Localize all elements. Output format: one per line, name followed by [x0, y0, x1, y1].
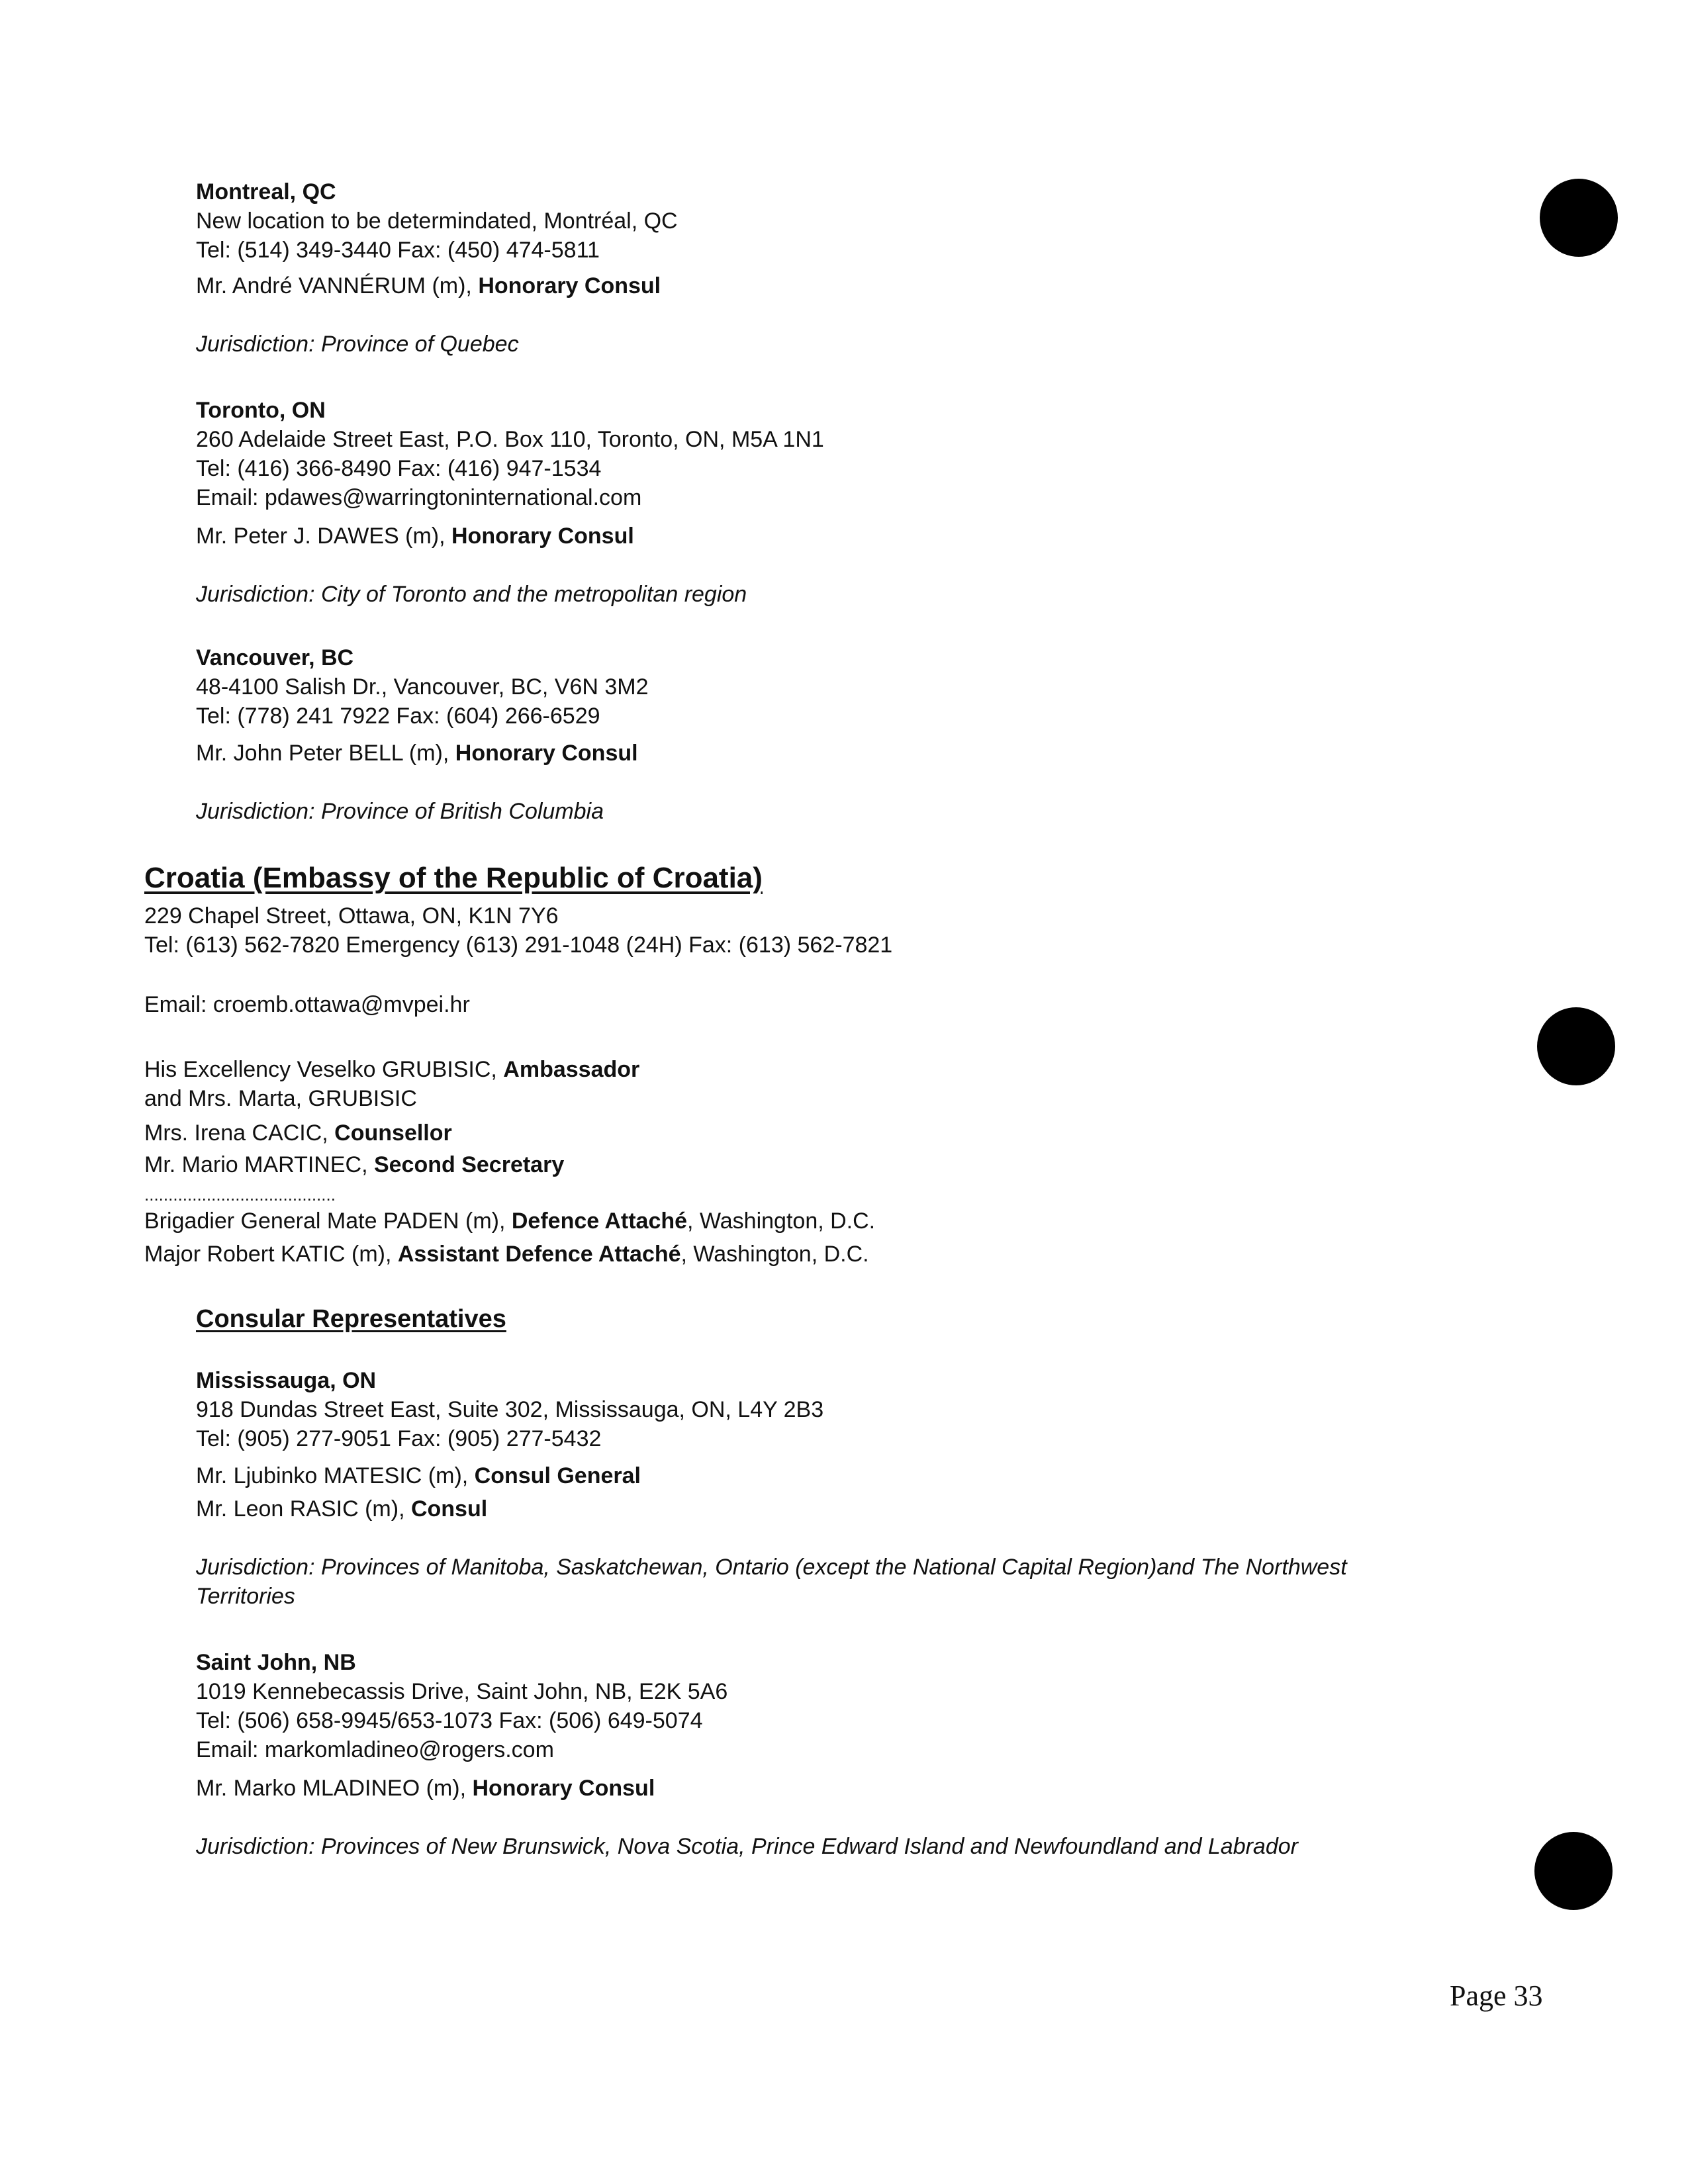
person-name: Mr. John Peter BELL (m), — [196, 741, 455, 766]
vancouver-phone: Tel: (778) 241 7922 Fax: (604) 266-6529 — [196, 704, 600, 729]
attache-assistant — [144, 1238, 875, 1271]
croatia-attaches — [144, 1185, 875, 1271]
vancouver-jurisdiction: Jurisdiction: Province of British Columbia — [196, 799, 604, 824]
punch-hole-middle — [1537, 1007, 1615, 1085]
person-title: Honorary Consul — [478, 273, 661, 298]
page-number: Page 33 — [1450, 1979, 1543, 2012]
montreal-person — [196, 271, 678, 300]
attache-name: Brigadier General Mate PADEN (m), — [144, 1208, 512, 1234]
saint-john-person — [196, 1774, 1298, 1803]
dotted-separator: ........................................ — [144, 1185, 336, 1205]
staff-name: His Excellency Veselko GRUBISIC, — [144, 1057, 504, 1082]
person-name: Mr. Peter J. DAWES (m), — [196, 523, 451, 549]
montreal-entry — [196, 177, 678, 359]
saint-john-heading: Saint John, NB — [196, 1650, 356, 1675]
saint-john-entry — [196, 1648, 1298, 1861]
croatia-embassy-info — [144, 901, 892, 1019]
staff-name: Mr. Mario MARTINEC, — [144, 1152, 374, 1177]
person-title: Honorary Consul — [472, 1776, 655, 1801]
croatia-section-title: Croatia (Embassy of the Republic of Croatia) — [144, 862, 763, 894]
toronto-person — [196, 522, 824, 551]
montreal-phone: Tel: (514) 349-3440 Fax: (450) 474-5811 — [196, 238, 600, 263]
staff-ambassador — [144, 1054, 639, 1085]
mississauga-entry — [196, 1366, 1347, 1611]
staff-name: and Mrs. Marta, GRUBISIC — [144, 1086, 417, 1111]
person-title: Consul — [410, 1496, 488, 1522]
staff-second-secretary — [144, 1149, 639, 1181]
toronto-email: Email: pdawes@warringtoninternational.com — [196, 485, 642, 510]
vancouver-entry — [196, 643, 649, 826]
toronto-address: 260 Adelaide Street East, P.O. Box 110, Toronto, ON, M5A 1N1 — [196, 427, 824, 452]
croatia-email: Email: croemb.ottawa@mvpei.hr — [144, 992, 470, 1017]
croatia-staff-list — [144, 1054, 639, 1181]
saint-john-address: 1019 Kennebecassis Drive, Saint John, NB, E2K 5A6 — [196, 1679, 728, 1704]
staff-counsellor — [144, 1117, 639, 1149]
saint-john-email: Email: markomladineo@rogers.com — [196, 1737, 554, 1762]
mississauga-phone: Tel: (905) 277-9051 Fax: (905) 277-5432 — [196, 1426, 602, 1451]
vancouver-address: 48-4100 Salish Dr., Vancouver, BC, V6N 3M2 — [196, 674, 649, 700]
attache-suffix: , Washington, D.C. — [687, 1208, 876, 1234]
mississauga-address: 918 Dundas Street East, Suite 302, Mississauga, ON, L4Y 2B3 — [196, 1397, 824, 1422]
croatia-address: 229 Chapel Street, Ottawa, ON, K1N 7Y6 — [144, 903, 559, 929]
person-name: Mr. André VANNÉRUM (m), — [196, 273, 479, 298]
punch-hole-top — [1540, 179, 1618, 257]
attache-title: Defence Attaché — [511, 1208, 688, 1234]
person-name: Mr. Ljubinko MATESIC (m), — [196, 1463, 475, 1488]
saint-john-phone: Tel: (506) 658-9945/653-1073 Fax: (506) 649-5074 — [196, 1708, 703, 1733]
staff-spouse — [144, 1083, 639, 1115]
mississauga-heading: Mississauga, ON — [196, 1368, 377, 1393]
mississauga-jurisdiction-cont: Territories — [196, 1584, 295, 1609]
person-title: Honorary Consul — [455, 741, 638, 766]
toronto-heading: Toronto, ON — [196, 398, 326, 423]
consular-representatives-heading: Consular Representatives — [196, 1305, 506, 1333]
vancouver-heading: Vancouver, BC — [196, 645, 354, 670]
montreal-heading: Montreal, QC — [196, 179, 336, 205]
person-name: Mr. Leon RASIC (m), — [196, 1496, 411, 1522]
attache-defence — [144, 1205, 875, 1238]
toronto-phone: Tel: (416) 366-8490 Fax: (416) 947-1534 — [196, 456, 602, 481]
mississauga-jurisdiction: Jurisdiction: Provinces of Manitoba, Saskatchewan, Ontario (except the National Capital Region)and The Northwest — [196, 1555, 1347, 1580]
montreal-jurisdiction: Jurisdiction: Province of Quebec — [196, 332, 519, 357]
staff-title: Ambassador — [503, 1057, 640, 1082]
person-name: Mr. Marko MLADINEO (m), — [196, 1776, 473, 1801]
person-title: Consul General — [474, 1463, 641, 1488]
toronto-jurisdiction: Jurisdiction: City of Toronto and the metropolitan region — [196, 582, 747, 607]
staff-name: Mrs. Irena CACIC, — [144, 1120, 335, 1146]
person-title: Honorary Consul — [451, 523, 634, 549]
attache-name: Major Robert KATIC (m), — [144, 1242, 398, 1267]
saint-john-jurisdiction: Jurisdiction: Provinces of New Brunswick, Nova Scotia, Prince Edward Island and Newfoundland and Labrador — [196, 1834, 1298, 1859]
vancouver-person — [196, 739, 649, 768]
staff-title: Second Secretary — [373, 1152, 565, 1177]
punch-hole-bottom — [1534, 1832, 1613, 1910]
attache-suffix: , Washington, D.C. — [680, 1242, 869, 1267]
mississauga-person-consul — [196, 1494, 1347, 1524]
mississauga-person-consul-general — [196, 1461, 1347, 1490]
attache-title: Assistant Defence Attaché — [397, 1242, 681, 1267]
croatia-phone: Tel: (613) 562-7820 Emergency (613) 291-1048 (24H) Fax: (613) 562-7821 — [144, 933, 893, 958]
toronto-entry — [196, 396, 824, 609]
montreal-address: New location to be determindated, Montréal, QC — [196, 208, 678, 234]
staff-title: Counsellor — [334, 1120, 452, 1146]
